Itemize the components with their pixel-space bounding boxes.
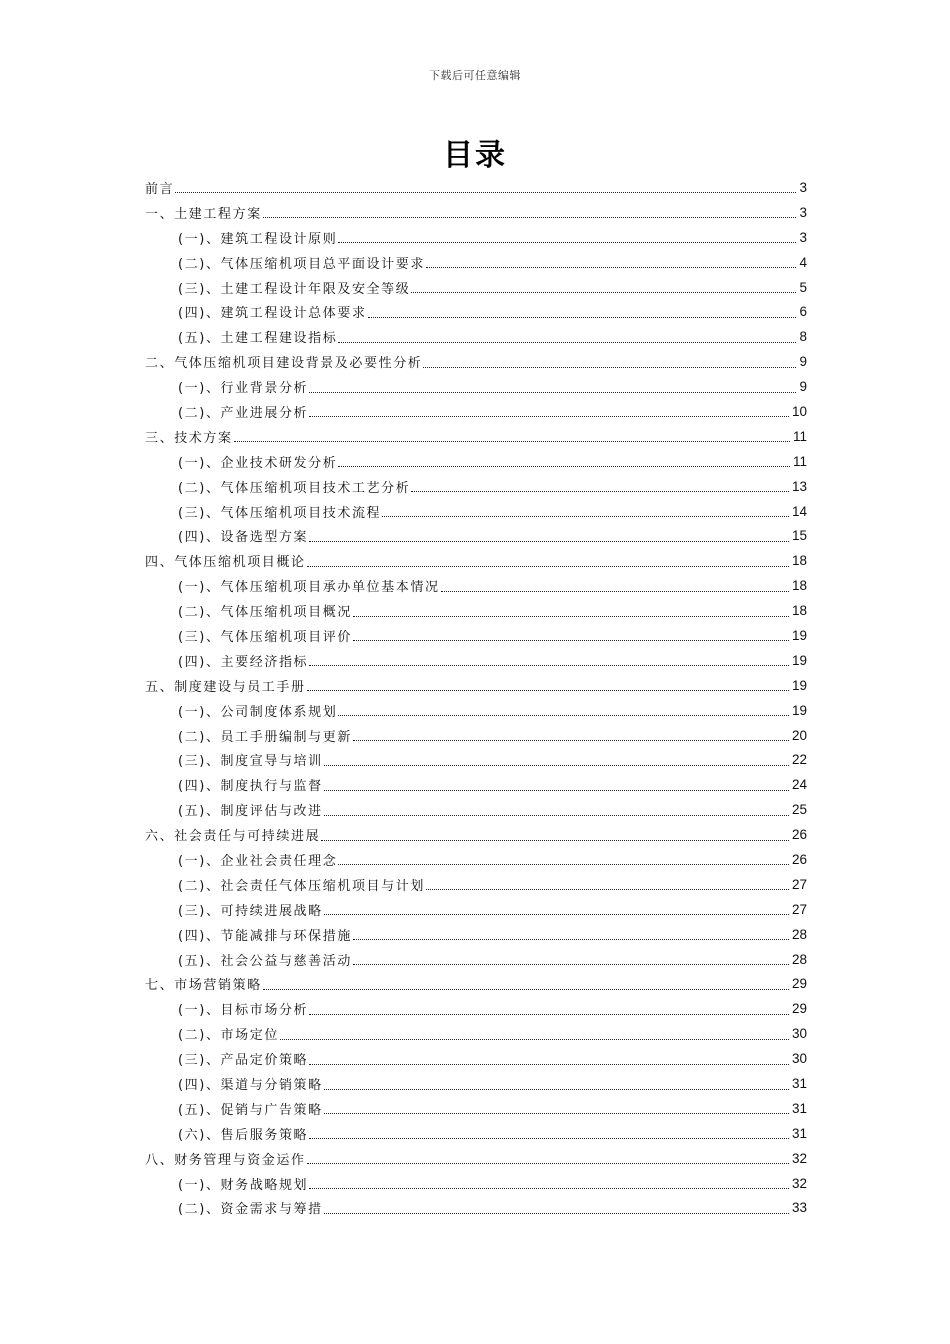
toc-entry-page-number: 9 (799, 379, 807, 395)
toc-dot-leader (234, 440, 790, 442)
toc-entry-page-number: 32 (791, 1150, 807, 1166)
toc-dot-leader (353, 739, 789, 741)
toc-entry-page-number: 25 (791, 802, 807, 818)
toc-entry-title: (二)、气体压缩机项目概况 (178, 605, 352, 621)
toc-entry-title: (二)、产业进展分析 (178, 405, 309, 421)
toc-entry[interactable] (145, 399, 807, 424)
toc-entry-title: (三)、土建工程设计年限及安全等级 (178, 281, 411, 297)
toc-entry-page-number: 19 (791, 677, 807, 693)
toc-entry-title: 六、社会责任与可持续进展 (145, 829, 321, 845)
toc-entry[interactable] (145, 1121, 807, 1146)
table-of-contents (145, 175, 807, 1220)
toc-dot-leader (309, 1013, 789, 1015)
toc-entry[interactable] (145, 225, 807, 250)
toc-entry-title: (一)、目标市场分析 (178, 1003, 309, 1019)
toc-entry-page-number: 28 (791, 951, 807, 967)
toc-entry[interactable] (145, 723, 807, 748)
toc-entry[interactable] (145, 772, 807, 797)
toc-entry-page-number: 20 (791, 727, 807, 743)
toc-dot-leader (411, 291, 796, 293)
toc-entry-page-number: 15 (791, 528, 807, 544)
toc-entry-title: 五、制度建设与员工手册 (145, 679, 306, 695)
toc-entry[interactable] (145, 275, 807, 300)
toc-entry-page-number: 31 (791, 1100, 807, 1116)
toc-entry[interactable] (145, 1171, 807, 1196)
toc-entry[interactable] (145, 623, 807, 648)
toc-entry[interactable] (145, 673, 807, 698)
toc-entry-title: 七、市场营销策略 (145, 978, 262, 994)
toc-entry[interactable] (145, 947, 807, 972)
toc-entry-title: (二)、社会责任气体压缩机项目与计划 (178, 878, 425, 894)
toc-entry-title: (三)、可持续进展战略 (178, 903, 323, 919)
toc-entry[interactable] (145, 747, 807, 772)
toc-entry-page-number: 27 (791, 876, 807, 892)
toc-entry-page-number: 33 (791, 1200, 807, 1216)
toc-entry-title: 三、技术方案 (145, 430, 233, 446)
toc-entry-title: (四)、主要经济指标 (178, 654, 309, 670)
toc-dot-leader (307, 689, 789, 691)
toc-entry[interactable] (145, 598, 807, 623)
toc-entry-page-number: 3 (799, 229, 807, 245)
toc-entry[interactable] (145, 1046, 807, 1071)
toc-dot-leader (338, 241, 796, 243)
toc-entry-page-number: 8 (799, 329, 807, 345)
toc-entry-title: 四、气体压缩机项目概论 (145, 555, 306, 571)
toc-entry[interactable] (145, 573, 807, 598)
toc-entry-page-number: 29 (791, 1001, 807, 1017)
toc-dot-leader (382, 515, 789, 517)
toc-dot-leader (338, 465, 790, 467)
toc-entry[interactable] (145, 200, 807, 225)
toc-entry-page-number: 18 (791, 603, 807, 619)
toc-entry[interactable] (145, 847, 807, 872)
toc-dot-leader (353, 938, 789, 940)
toc-entry[interactable] (145, 922, 807, 947)
toc-dot-leader (426, 266, 797, 268)
toc-entry-page-number: 31 (791, 1125, 807, 1141)
toc-entry[interactable] (145, 872, 807, 897)
toc-entry-title: (三)、制度宣导与培训 (178, 754, 323, 770)
toc-entry[interactable] (145, 972, 807, 997)
toc-entry-title: (一)、公司制度体系规划 (178, 704, 338, 720)
toc-entry-page-number: 31 (791, 1076, 807, 1091)
toc-entry[interactable] (145, 250, 807, 275)
toc-dot-leader (324, 764, 789, 766)
toc-entry[interactable] (145, 499, 807, 524)
toc-dot-leader (309, 540, 789, 542)
toc-entry-page-number: 3 (799, 179, 807, 195)
toc-dot-leader (321, 839, 789, 841)
toc-dot-leader (324, 913, 789, 915)
toc-entry-page-number: 3 (799, 204, 807, 220)
toc-dot-leader (324, 814, 789, 816)
toc-dot-leader (263, 216, 797, 218)
toc-entry-page-number: 18 (791, 553, 807, 569)
toc-entry-page-number: 13 (791, 478, 807, 494)
toc-entry-title: (二)、气体压缩机项目总平面设计要求 (178, 256, 425, 272)
toc-entry[interactable] (145, 822, 807, 847)
toc-entry-page-number: 32 (791, 1175, 807, 1191)
toc-dot-leader (324, 789, 789, 791)
toc-entry[interactable] (145, 797, 807, 822)
toc-entry[interactable] (145, 523, 807, 548)
toc-dot-leader (309, 1137, 789, 1139)
toc-entry-page-number: 10 (791, 403, 807, 419)
toc-entry-title: (四)、节能减排与环保措施 (178, 928, 352, 944)
toc-entry-title: 前言 (145, 181, 175, 197)
toc-entry-title: (四)、设备选型方案 (178, 530, 309, 546)
toc-dot-leader (309, 664, 789, 666)
page-header: 下载后可任意编辑 (429, 69, 521, 82)
toc-dot-leader (338, 341, 796, 343)
toc-entry-page-number: 24 (791, 777, 807, 793)
toc-entry-title: (一)、企业技术研发分析 (178, 455, 338, 471)
toc-dot-leader (263, 988, 789, 990)
toc-entry-title: (二)、资金需求与筹措 (178, 1202, 323, 1218)
toc-entry-title: (四)、渠道与分销策略 (178, 1078, 323, 1093)
toc-entry-page-number: 11 (792, 428, 807, 444)
toc-entry-page-number: 18 (791, 578, 807, 594)
toc-entry-title: 一、土建工程方案 (145, 206, 262, 222)
toc-entry-page-number: 9 (799, 354, 807, 370)
toc-entry[interactable] (145, 548, 807, 573)
toc-dot-leader (423, 366, 796, 368)
toc-dot-leader (338, 714, 789, 716)
toc-entry[interactable] (145, 698, 807, 723)
toc-entry-page-number: 26 (791, 827, 807, 843)
toc-entry-title: (三)、产品定价策略 (178, 1053, 309, 1069)
toc-entry[interactable] (145, 1096, 807, 1121)
toc-entry-title: (一)、气体压缩机项目承办单位基本情况 (178, 580, 440, 596)
toc-entry-title: (三)、气体压缩机项目技术流程 (178, 505, 382, 521)
toc-entry-title: (一)、建筑工程设计原则 (178, 231, 338, 247)
toc-dot-leader (309, 1063, 789, 1065)
toc-entry[interactable] (145, 374, 807, 399)
toc-entry-page-number: 26 (791, 851, 807, 867)
toc-entry[interactable] (145, 324, 807, 349)
toc-entry-title: (二)、市场定位 (178, 1028, 279, 1044)
toc-entry-page-number: 19 (791, 627, 807, 643)
toc-entry[interactable] (145, 349, 807, 374)
toc-entry[interactable] (145, 897, 807, 922)
toc-entry-title: 八、财务管理与资金运作 (145, 1152, 306, 1168)
toc-entry-title: (二)、气体压缩机项目技术工艺分析 (178, 480, 411, 496)
toc-dot-leader (324, 1088, 789, 1090)
page-title: 目录 (443, 138, 507, 173)
toc-entry[interactable] (145, 1021, 807, 1046)
toc-dot-leader (307, 565, 789, 567)
toc-entry-title: (五)、促销与广告策略 (178, 1102, 323, 1118)
toc-entry-title: (五)、制度评估与改进 (178, 804, 323, 820)
toc-dot-leader (338, 863, 789, 865)
toc-entry[interactable] (145, 996, 807, 1021)
toc-entry-title: (一)、企业社会责任理念 (178, 853, 338, 869)
toc-entry[interactable] (145, 1196, 807, 1221)
toc-entry[interactable] (145, 648, 807, 673)
toc-entry-title: (一)、财务战略规划 (178, 1177, 309, 1193)
toc-dot-leader (426, 888, 789, 890)
toc-entry-page-number: 14 (791, 503, 807, 519)
toc-dot-leader (368, 316, 797, 318)
toc-entry-page-number: 30 (791, 1026, 807, 1042)
toc-entry[interactable] (145, 474, 807, 499)
toc-entry-title: 二、气体压缩机项目建设背景及必要性分析 (145, 356, 423, 372)
toc-dot-leader (324, 1112, 789, 1114)
toc-dot-leader (309, 415, 789, 417)
toc-dot-leader (307, 1162, 789, 1164)
toc-entry-page-number: 28 (791, 926, 807, 942)
toc-entry-title: (三)、气体压缩机项目评价 (178, 629, 352, 645)
toc-entry-page-number: 11 (792, 453, 807, 469)
toc-dot-leader (309, 1187, 789, 1189)
toc-entry[interactable] (145, 1146, 807, 1171)
toc-dot-leader (441, 590, 789, 592)
toc-entry-page-number: 29 (791, 976, 807, 992)
toc-dot-leader (353, 639, 789, 641)
toc-entry-title: (二)、员工手册编制与更新 (178, 729, 352, 745)
toc-entry[interactable] (145, 1071, 807, 1096)
toc-entry-title: (五)、社会公益与慈善活动 (178, 953, 352, 969)
toc-entry-page-number: 30 (791, 1051, 807, 1067)
toc-dot-leader (411, 490, 789, 492)
toc-entry-title: (五)、土建工程建设指标 (178, 331, 338, 347)
toc-entry-page-number: 22 (791, 752, 807, 768)
toc-entry-page-number: 4 (799, 254, 807, 270)
toc-dot-leader (280, 1038, 789, 1040)
toc-entry[interactable] (145, 449, 807, 474)
toc-entry-page-number: 19 (791, 652, 807, 668)
toc-entry[interactable] (145, 424, 807, 449)
toc-entry-title: (一)、行业背景分析 (178, 381, 309, 397)
toc-entry-page-number: 6 (799, 304, 807, 320)
toc-dot-leader (353, 963, 789, 965)
toc-dot-leader (324, 1212, 789, 1214)
toc-dot-leader (309, 391, 796, 393)
toc-entry-title: (四)、制度执行与监督 (178, 779, 323, 795)
toc-entry[interactable] (145, 299, 807, 324)
toc-entry-page-number: 5 (799, 279, 807, 295)
toc-entry-title: (四)、建筑工程设计总体要求 (178, 306, 367, 322)
toc-entry-page-number: 27 (791, 901, 807, 917)
toc-entry-title: (六)、售后服务策略 (178, 1127, 309, 1143)
toc-entry-page-number: 19 (791, 702, 807, 718)
toc-entry[interactable] (145, 175, 807, 200)
toc-dot-leader (175, 191, 796, 193)
toc-dot-leader (353, 615, 789, 617)
